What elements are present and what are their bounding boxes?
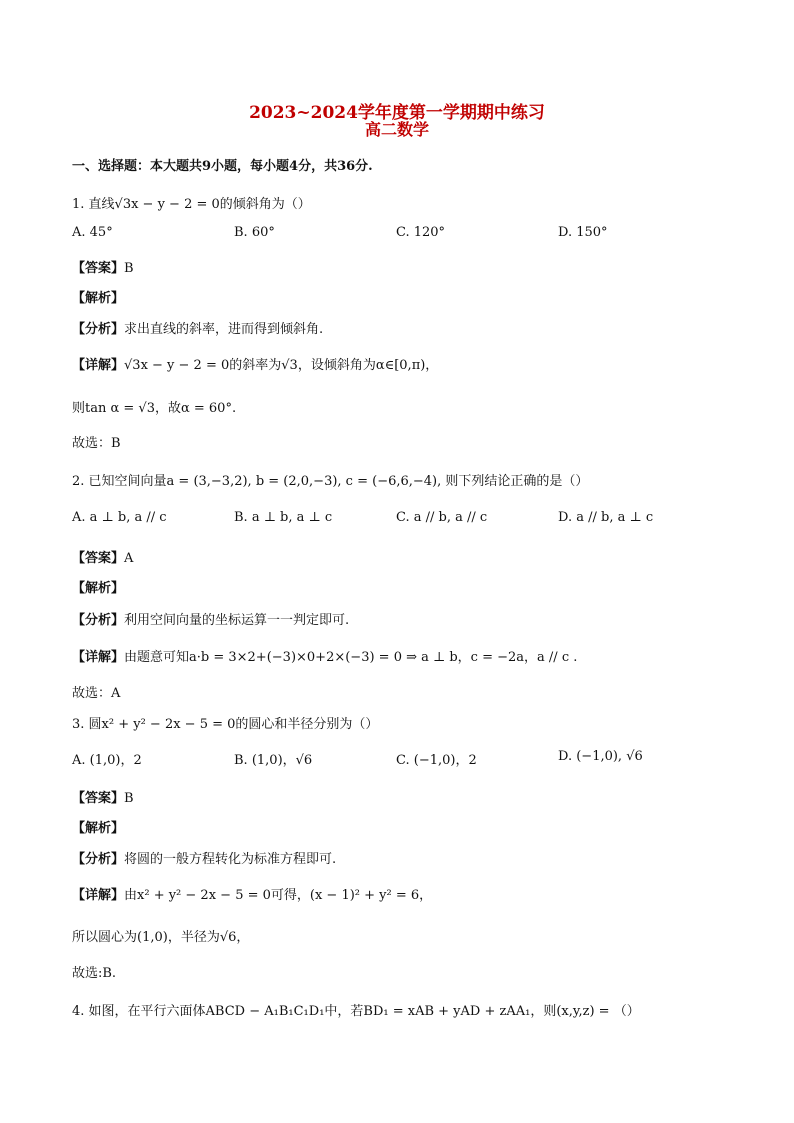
fenxi-text: 将圆的一般方程转化为标准方程即可. bbox=[124, 852, 337, 867]
document-title: 2023~2024学年度第一学期期中练习 bbox=[249, 103, 545, 123]
fenxi-tag: 【分析】 bbox=[72, 852, 125, 867]
document-subtitle: 高二数学 bbox=[364, 120, 429, 139]
q1-option-c: C. 120° bbox=[396, 225, 446, 240]
xiangjie-text: 由题意可知a·b = 3×2+(−3)×0+2×(−3) = 0 ⇒ a ⊥ b，c = −2a，a // c . bbox=[124, 650, 578, 665]
q2-option-a: A. a ⊥ b, a // c bbox=[72, 510, 167, 525]
question-2-stem: 2. 已知空间向量a = (3,−3,2), b = (2,0,−3), c = (−6,6,−4), 则下列结论正确的是（） bbox=[72, 474, 589, 489]
answer-tag: 【答案】 bbox=[72, 261, 125, 276]
xiangjie-text: √3x − y − 2 = 0的斜率为√3，设倾斜角为α∈[0,π)， bbox=[124, 358, 439, 373]
q3-option-c: C. (−1,0)，2 bbox=[396, 753, 477, 768]
fenxi-tag: 【分析】 bbox=[72, 322, 125, 337]
q3-xiangjie-line2: 所以圆心为(1,0)，半径为√6， bbox=[72, 930, 250, 945]
fenxi-tag: 【分析】 bbox=[72, 613, 125, 628]
q1-option-b: B. 60° bbox=[234, 225, 275, 240]
section-heading: 一、选择题：本大题共9小题，每小题4分，共36分. bbox=[72, 159, 373, 174]
xiangjie-text: 由x² + y² − 2x − 5 = 0可得，(x − 1)² + y² = 6， bbox=[124, 888, 433, 903]
xiangjie-tag: 【详解】 bbox=[72, 888, 125, 903]
q2-analysis-heading: 【解析】 bbox=[72, 581, 125, 596]
q3-option-b: B. (1,0)，√6 bbox=[234, 753, 313, 768]
q2-xiangjie bbox=[72, 646, 577, 665]
fenxi-text: 利用空间向量的坐标运算一一判定即可. bbox=[124, 613, 350, 628]
q2-answer bbox=[72, 547, 133, 566]
q2-fenxi bbox=[72, 609, 349, 628]
xiangjie-tag: 【详解】 bbox=[72, 358, 125, 373]
q1-choose: 故选：B bbox=[72, 436, 121, 451]
answer-value: A bbox=[124, 551, 134, 566]
q1-xiangjie-line2: 则tan α = √3，故α = 60°. bbox=[72, 401, 237, 416]
q3-option-d: D. (−1,0), √6 bbox=[558, 749, 643, 764]
question-3-stem: 3. 圆x² + y² − 2x − 5 = 0的圆心和半径分别为（） bbox=[72, 717, 379, 732]
q1-analysis-heading: 【解析】 bbox=[72, 291, 125, 306]
q2-choose: 故选：A bbox=[72, 686, 121, 701]
q1-option-a: A. 45° bbox=[72, 225, 113, 240]
q1-answer bbox=[72, 257, 134, 276]
question-4-stem: 4. 如图，在平行六面体ABCD − A₁B₁C₁D₁中，若BD₁ = xAB + yAD + zAA₁，则(x,y,z) = （） bbox=[72, 1004, 640, 1019]
question-1-stem: 1. 直线√3x − y − 2 = 0的倾斜角为（） bbox=[72, 197, 311, 212]
q1-xiangjie bbox=[72, 354, 438, 373]
q3-xiangjie bbox=[72, 884, 432, 903]
q3-choose: 故选:B. bbox=[72, 966, 117, 981]
q2-option-d: D. a // b, a ⊥ c bbox=[558, 510, 654, 525]
answer-tag: 【答案】 bbox=[72, 551, 125, 566]
answer-value: B bbox=[124, 261, 134, 276]
q3-option-a: A. (1,0)，2 bbox=[72, 753, 142, 768]
q3-analysis-heading: 【解析】 bbox=[72, 821, 125, 836]
q3-answer bbox=[72, 787, 134, 806]
q2-option-b: B. a ⊥ b, a ⊥ c bbox=[234, 510, 333, 525]
xiangjie-tag: 【详解】 bbox=[72, 650, 125, 665]
q1-option-d: D. 150° bbox=[558, 225, 608, 240]
answer-tag: 【答案】 bbox=[72, 791, 125, 806]
answer-value: B bbox=[124, 791, 134, 806]
fenxi-text: 求出直线的斜率，进而得到倾斜角. bbox=[124, 322, 324, 337]
q2-option-c: C. a // b, a // c bbox=[396, 510, 488, 525]
q3-fenxi bbox=[72, 848, 336, 867]
q1-fenxi bbox=[72, 318, 323, 337]
